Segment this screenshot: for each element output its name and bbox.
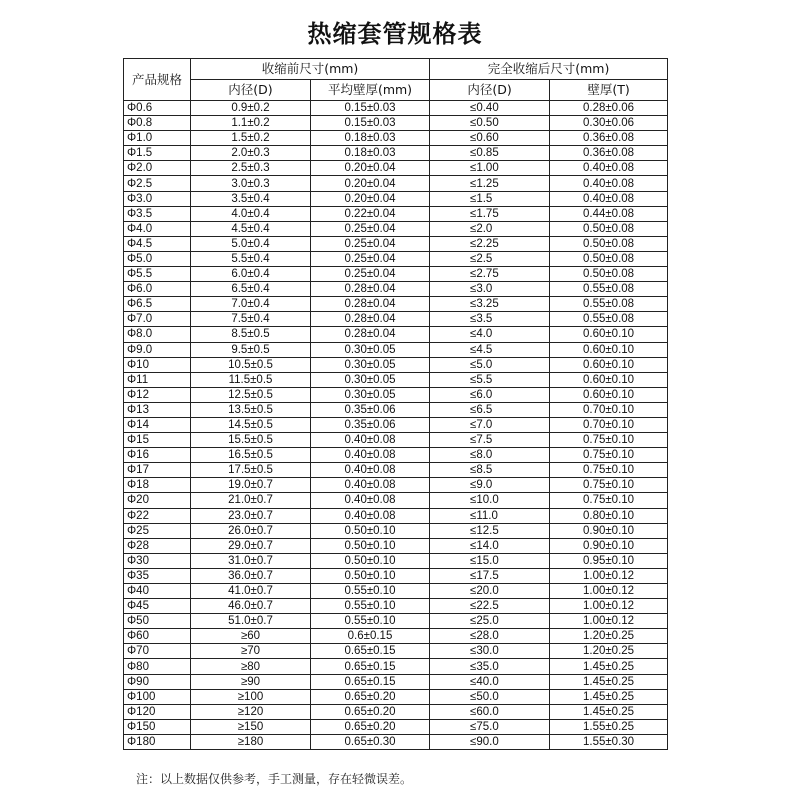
cell-inner-after: ≤8.5 — [430, 463, 550, 478]
cell-spec: Φ150 — [124, 719, 191, 734]
cell-spec: Φ22 — [124, 508, 191, 523]
cell-inner-before: 7.5±0.4 — [191, 312, 311, 327]
cell-wall-after: 1.45±0.25 — [550, 674, 668, 689]
cell-spec: Φ0.6 — [124, 101, 191, 116]
header-wall-after: 壁厚(T) — [550, 80, 668, 101]
cell-wall-before: 0.20±0.04 — [311, 176, 430, 191]
cell-wall-before: 0.35±0.06 — [311, 417, 430, 432]
table-row — [124, 734, 668, 749]
cell-spec: Φ2.5 — [124, 176, 191, 191]
cell-inner-after: ≤9.0 — [430, 478, 550, 493]
cell-wall-before: 0.28±0.04 — [311, 282, 430, 297]
cell-wall-before: 0.20±0.04 — [311, 191, 430, 206]
table-row — [124, 614, 668, 629]
cell-wall-before: 0.30±0.05 — [311, 357, 430, 372]
header-spec: 产品规格 — [124, 59, 191, 101]
cell-inner-before: ≥100 — [191, 689, 311, 704]
table-row — [124, 689, 668, 704]
cell-inner-before: 23.0±0.7 — [191, 508, 311, 523]
cell-inner-after: ≤75.0 — [430, 719, 550, 734]
table-row — [124, 402, 668, 417]
cell-inner-after: ≤4.0 — [430, 327, 550, 342]
cell-inner-after: ≤3.5 — [430, 312, 550, 327]
cell-spec: Φ13 — [124, 402, 191, 417]
cell-inner-before: 5.0±0.4 — [191, 236, 311, 251]
table-row — [124, 433, 668, 448]
cell-inner-before: 51.0±0.7 — [191, 614, 311, 629]
cell-inner-before: 16.5±0.5 — [191, 448, 311, 463]
table-row — [124, 584, 668, 599]
table-row — [124, 342, 668, 357]
table-row — [124, 372, 668, 387]
cell-inner-before: 41.0±0.7 — [191, 584, 311, 599]
cell-wall-after: 0.55±0.08 — [550, 297, 668, 312]
cell-wall-after: 0.75±0.10 — [550, 433, 668, 448]
cell-wall-before: 0.65±0.30 — [311, 734, 430, 749]
cell-wall-before: 0.40±0.08 — [311, 433, 430, 448]
header-inner-before: 内径(D) — [191, 80, 311, 101]
cell-spec: Φ3.0 — [124, 191, 191, 206]
cell-wall-before: 0.65±0.20 — [311, 704, 430, 719]
cell-inner-after: ≤25.0 — [430, 614, 550, 629]
cell-wall-before: 0.28±0.04 — [311, 327, 430, 342]
cell-inner-after: ≤40.0 — [430, 674, 550, 689]
cell-wall-after: 1.45±0.25 — [550, 704, 668, 719]
cell-inner-after: ≤2.25 — [430, 236, 550, 251]
table-row — [124, 599, 668, 614]
cell-inner-before: 46.0±0.7 — [191, 599, 311, 614]
table-row — [124, 704, 668, 719]
cell-inner-after: ≤14.0 — [430, 538, 550, 553]
cell-spec: Φ5.5 — [124, 267, 191, 282]
cell-wall-after: 1.55±0.25 — [550, 719, 668, 734]
cell-wall-after: 0.90±0.10 — [550, 523, 668, 538]
cell-wall-before: 0.40±0.08 — [311, 493, 430, 508]
cell-wall-after: 1.00±0.12 — [550, 584, 668, 599]
cell-spec: Φ120 — [124, 704, 191, 719]
cell-inner-before: 10.5±0.5 — [191, 357, 311, 372]
cell-spec: Φ20 — [124, 493, 191, 508]
cell-wall-after: 1.20±0.25 — [550, 629, 668, 644]
spec-table — [123, 58, 668, 750]
cell-wall-after: 1.20±0.25 — [550, 644, 668, 659]
cell-spec: Φ14 — [124, 417, 191, 432]
cell-inner-before: 11.5±0.5 — [191, 372, 311, 387]
table-header — [124, 59, 668, 101]
cell-spec: Φ6.5 — [124, 297, 191, 312]
cell-wall-after: 0.80±0.10 — [550, 508, 668, 523]
table-row — [124, 448, 668, 463]
cell-inner-before: 14.5±0.5 — [191, 417, 311, 432]
cell-wall-before: 0.40±0.08 — [311, 508, 430, 523]
cell-inner-before: ≥120 — [191, 704, 311, 719]
cell-inner-before: ≥70 — [191, 644, 311, 659]
cell-wall-before: 0.28±0.04 — [311, 312, 430, 327]
cell-wall-before: 0.25±0.04 — [311, 221, 430, 236]
cell-inner-before: 2.0±0.3 — [191, 146, 311, 161]
cell-wall-before: 0.28±0.04 — [311, 297, 430, 312]
cell-inner-before: 6.5±0.4 — [191, 282, 311, 297]
cell-spec: Φ100 — [124, 689, 191, 704]
cell-spec: Φ30 — [124, 553, 191, 568]
cell-inner-after: ≤2.5 — [430, 251, 550, 266]
table-row — [124, 146, 668, 161]
cell-spec: Φ1.0 — [124, 131, 191, 146]
table-row — [124, 417, 668, 432]
cell-inner-before: 21.0±0.7 — [191, 493, 311, 508]
cell-inner-after: ≤60.0 — [430, 704, 550, 719]
cell-inner-before: 7.0±0.4 — [191, 297, 311, 312]
cell-inner-before: 29.0±0.7 — [191, 538, 311, 553]
cell-wall-after: 1.45±0.25 — [550, 689, 668, 704]
cell-inner-before: 36.0±0.7 — [191, 568, 311, 583]
cell-wall-after: 0.95±0.10 — [550, 553, 668, 568]
table-row — [124, 493, 668, 508]
cell-inner-after: ≤3.0 — [430, 282, 550, 297]
cell-spec: Φ40 — [124, 584, 191, 599]
cell-inner-after: ≤2.75 — [430, 267, 550, 282]
cell-wall-after: 0.44±0.08 — [550, 206, 668, 221]
cell-wall-after: 0.70±0.10 — [550, 417, 668, 432]
table-row — [124, 568, 668, 583]
cell-wall-before: 0.65±0.15 — [311, 659, 430, 674]
cell-wall-before: 0.55±0.10 — [311, 584, 430, 599]
cell-wall-after: 0.50±0.08 — [550, 267, 668, 282]
cell-spec: Φ90 — [124, 674, 191, 689]
cell-inner-after: ≤20.0 — [430, 584, 550, 599]
table-row — [124, 297, 668, 312]
cell-spec: Φ18 — [124, 478, 191, 493]
header-inner-after: 内径(D) — [430, 80, 550, 101]
table-row — [124, 161, 668, 176]
cell-spec: Φ2.0 — [124, 161, 191, 176]
cell-spec: Φ28 — [124, 538, 191, 553]
cell-wall-before: 0.65±0.20 — [311, 719, 430, 734]
cell-wall-after: 0.40±0.08 — [550, 176, 668, 191]
cell-wall-after: 0.60±0.10 — [550, 372, 668, 387]
table-row — [124, 538, 668, 553]
cell-inner-after: ≤1.00 — [430, 161, 550, 176]
cell-inner-before: 5.5±0.4 — [191, 251, 311, 266]
cell-wall-after: 0.36±0.08 — [550, 131, 668, 146]
cell-inner-before: 2.5±0.3 — [191, 161, 311, 176]
cell-wall-after: 1.00±0.12 — [550, 568, 668, 583]
cell-wall-after: 0.36±0.08 — [550, 146, 668, 161]
cell-wall-after: 0.55±0.08 — [550, 312, 668, 327]
cell-wall-after: 0.75±0.10 — [550, 448, 668, 463]
cell-wall-before: 0.25±0.04 — [311, 267, 430, 282]
cell-wall-after: 0.28±0.06 — [550, 101, 668, 116]
cell-inner-after: ≤35.0 — [430, 659, 550, 674]
cell-wall-before: 0.55±0.10 — [311, 614, 430, 629]
table-row — [124, 282, 668, 297]
cell-spec: Φ8.0 — [124, 327, 191, 342]
cell-spec: Φ80 — [124, 659, 191, 674]
cell-spec: Φ5.0 — [124, 251, 191, 266]
cell-spec: Φ16 — [124, 448, 191, 463]
cell-inner-before: 1.5±0.2 — [191, 131, 311, 146]
cell-wall-after: 0.50±0.08 — [550, 251, 668, 266]
cell-inner-after: ≤0.40 — [430, 101, 550, 116]
cell-wall-before: 0.40±0.08 — [311, 448, 430, 463]
cell-wall-before: 0.30±0.05 — [311, 372, 430, 387]
cell-wall-before: 0.40±0.08 — [311, 478, 430, 493]
cell-spec: Φ60 — [124, 629, 191, 644]
cell-inner-after: ≤12.5 — [430, 523, 550, 538]
header-after: 完全收缩后尺寸(mm) — [430, 59, 668, 80]
table-row — [124, 312, 668, 327]
cell-wall-before: 0.35±0.06 — [311, 402, 430, 417]
cell-spec: Φ70 — [124, 644, 191, 659]
cell-wall-before: 0.55±0.10 — [311, 599, 430, 614]
cell-inner-before: 31.0±0.7 — [191, 553, 311, 568]
cell-spec: Φ3.5 — [124, 206, 191, 221]
cell-spec: Φ7.0 — [124, 312, 191, 327]
cell-inner-before: 4.0±0.4 — [191, 206, 311, 221]
cell-inner-before: 6.0±0.4 — [191, 267, 311, 282]
cell-spec: Φ4.5 — [124, 236, 191, 251]
cell-inner-before: ≥60 — [191, 629, 311, 644]
cell-inner-after: ≤28.0 — [430, 629, 550, 644]
cell-inner-after: ≤1.25 — [430, 176, 550, 191]
cell-inner-after: ≤1.5 — [430, 191, 550, 206]
header-row-sub — [124, 80, 668, 101]
cell-inner-before: 8.5±0.5 — [191, 327, 311, 342]
table-row — [124, 387, 668, 402]
cell-wall-before: 0.30±0.05 — [311, 342, 430, 357]
cell-wall-before: 0.6±0.15 — [311, 629, 430, 644]
table-row — [124, 251, 668, 266]
cell-inner-after: ≤6.5 — [430, 402, 550, 417]
cell-inner-before: 15.5±0.5 — [191, 433, 311, 448]
cell-wall-after: 0.60±0.10 — [550, 327, 668, 342]
table-row — [124, 267, 668, 282]
cell-wall-before: 0.50±0.10 — [311, 553, 430, 568]
cell-spec: Φ180 — [124, 734, 191, 749]
cell-spec: Φ12 — [124, 387, 191, 402]
cell-wall-before: 0.18±0.03 — [311, 131, 430, 146]
cell-inner-before: 26.0±0.7 — [191, 523, 311, 538]
cell-wall-after: 1.55±0.30 — [550, 734, 668, 749]
header-row-top — [124, 59, 668, 80]
cell-inner-before: ≥150 — [191, 719, 311, 734]
table-row — [124, 644, 668, 659]
cell-wall-after: 0.55±0.08 — [550, 282, 668, 297]
cell-inner-after: ≤22.5 — [430, 599, 550, 614]
cell-wall-before: 0.50±0.10 — [311, 538, 430, 553]
cell-wall-after: 1.45±0.25 — [550, 659, 668, 674]
cell-inner-before: 17.5±0.5 — [191, 463, 311, 478]
cell-inner-after: ≤3.25 — [430, 297, 550, 312]
cell-spec: Φ0.8 — [124, 116, 191, 131]
cell-wall-before: 0.65±0.15 — [311, 674, 430, 689]
cell-inner-before: ≥80 — [191, 659, 311, 674]
cell-spec: Φ15 — [124, 433, 191, 448]
cell-inner-after: ≤5.0 — [430, 357, 550, 372]
cell-wall-before: 0.15±0.03 — [311, 101, 430, 116]
cell-wall-after: 0.75±0.10 — [550, 463, 668, 478]
cell-inner-before: 3.0±0.3 — [191, 176, 311, 191]
cell-wall-before: 0.40±0.08 — [311, 463, 430, 478]
cell-spec: Φ6.0 — [124, 282, 191, 297]
cell-spec: Φ4.0 — [124, 221, 191, 236]
cell-inner-before: 9.5±0.5 — [191, 342, 311, 357]
cell-wall-before: 0.65±0.15 — [311, 644, 430, 659]
cell-wall-before: 0.50±0.10 — [311, 568, 430, 583]
cell-inner-after: ≤7.0 — [430, 417, 550, 432]
cell-wall-after: 0.40±0.08 — [550, 161, 668, 176]
cell-wall-before: 0.50±0.10 — [311, 523, 430, 538]
table-row — [124, 176, 668, 191]
cell-inner-after: ≤17.5 — [430, 568, 550, 583]
cell-inner-after: ≤10.0 — [430, 493, 550, 508]
footnote: 注：以上数据仅供参考，手工测量，存在轻微误差。 — [136, 772, 413, 786]
table-row — [124, 116, 668, 131]
cell-wall-before: 0.30±0.05 — [311, 387, 430, 402]
cell-wall-after: 0.75±0.10 — [550, 478, 668, 493]
cell-inner-before: 13.5±0.5 — [191, 402, 311, 417]
table-row — [124, 553, 668, 568]
cell-inner-after: ≤30.0 — [430, 644, 550, 659]
table-body — [124, 101, 668, 750]
cell-inner-after: ≤90.0 — [430, 734, 550, 749]
cell-inner-before: 4.5±0.4 — [191, 221, 311, 236]
cell-inner-after: ≤7.5 — [430, 433, 550, 448]
table-row — [124, 629, 668, 644]
cell-wall-after: 0.50±0.08 — [550, 236, 668, 251]
cell-inner-after: ≤6.0 — [430, 387, 550, 402]
cell-wall-before: 0.65±0.20 — [311, 689, 430, 704]
cell-spec: Φ50 — [124, 614, 191, 629]
cell-inner-after: ≤0.50 — [430, 116, 550, 131]
table-row — [124, 101, 668, 116]
cell-wall-after: 0.30±0.06 — [550, 116, 668, 131]
cell-inner-before: 0.9±0.2 — [191, 101, 311, 116]
table-row — [124, 131, 668, 146]
table-row — [124, 674, 668, 689]
cell-wall-before: 0.22±0.04 — [311, 206, 430, 221]
cell-inner-after: ≤15.0 — [430, 553, 550, 568]
cell-spec: Φ25 — [124, 523, 191, 538]
table-row — [124, 478, 668, 493]
cell-wall-after: 0.70±0.10 — [550, 402, 668, 417]
table-row — [124, 221, 668, 236]
cell-inner-before: 19.0±0.7 — [191, 478, 311, 493]
table-row — [124, 236, 668, 251]
cell-wall-after: 0.50±0.08 — [550, 221, 668, 236]
cell-spec: Φ1.5 — [124, 146, 191, 161]
cell-wall-before: 0.25±0.04 — [311, 236, 430, 251]
cell-inner-before: 1.1±0.2 — [191, 116, 311, 131]
cell-wall-after: 1.00±0.12 — [550, 614, 668, 629]
cell-inner-before: 3.5±0.4 — [191, 191, 311, 206]
cell-wall-after: 0.90±0.10 — [550, 538, 668, 553]
cell-inner-before: ≥180 — [191, 734, 311, 749]
cell-wall-after: 0.60±0.10 — [550, 357, 668, 372]
cell-inner-after: ≤0.60 — [430, 131, 550, 146]
cell-inner-after: ≤1.75 — [430, 206, 550, 221]
cell-wall-before: 0.18±0.03 — [311, 146, 430, 161]
table-row — [124, 523, 668, 538]
cell-inner-before: 12.5±0.5 — [191, 387, 311, 402]
header-before: 收缩前尺寸(mm) — [191, 59, 430, 80]
cell-wall-after: 0.40±0.08 — [550, 191, 668, 206]
page-title: 热缩套管规格表 — [307, 20, 483, 48]
cell-inner-after: ≤4.5 — [430, 342, 550, 357]
cell-inner-after: ≤8.0 — [430, 448, 550, 463]
cell-wall-after: 0.60±0.10 — [550, 342, 668, 357]
cell-inner-after: ≤50.0 — [430, 689, 550, 704]
cell-spec: Φ17 — [124, 463, 191, 478]
header-wall-before: 平均壁厚(mm) — [311, 80, 430, 101]
cell-wall-before: 0.20±0.04 — [311, 161, 430, 176]
cell-wall-before: 0.15±0.03 — [311, 116, 430, 131]
cell-spec: Φ35 — [124, 568, 191, 583]
table-row — [124, 191, 668, 206]
table-row — [124, 659, 668, 674]
cell-wall-after: 0.75±0.10 — [550, 493, 668, 508]
cell-spec: Φ10 — [124, 357, 191, 372]
table-row — [124, 357, 668, 372]
cell-inner-before: ≥90 — [191, 674, 311, 689]
cell-spec: Φ11 — [124, 372, 191, 387]
cell-inner-after: ≤2.0 — [430, 221, 550, 236]
cell-spec: Φ45 — [124, 599, 191, 614]
cell-inner-after: ≤11.0 — [430, 508, 550, 523]
table-row — [124, 508, 668, 523]
cell-inner-after: ≤5.5 — [430, 372, 550, 387]
cell-wall-after: 0.60±0.10 — [550, 387, 668, 402]
table-row — [124, 463, 668, 478]
table-row — [124, 719, 668, 734]
cell-wall-after: 1.00±0.12 — [550, 599, 668, 614]
cell-wall-before: 0.25±0.04 — [311, 251, 430, 266]
table-row — [124, 206, 668, 221]
cell-spec: Φ9.0 — [124, 342, 191, 357]
cell-inner-after: ≤0.85 — [430, 146, 550, 161]
table-row — [124, 327, 668, 342]
